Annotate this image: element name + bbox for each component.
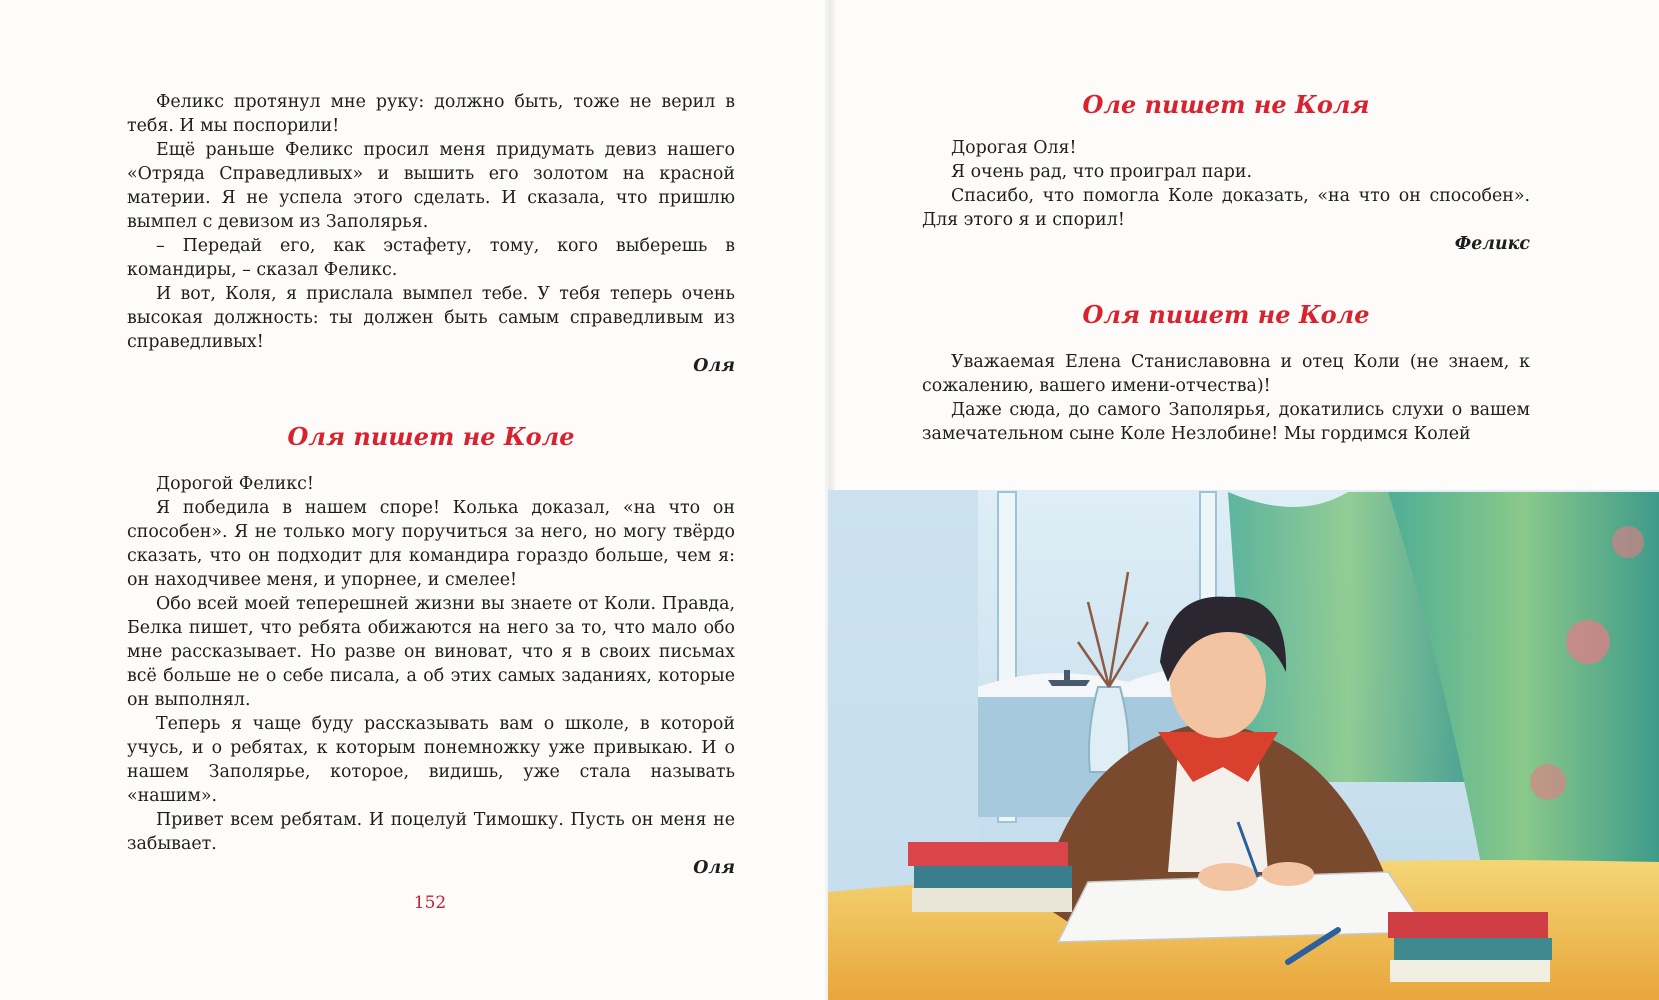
letter-heading: Оля пишет не Коле — [1082, 300, 1370, 329]
paragraph: Уважаемая Елена Станиславовна и отец Коли (не знаем, к сожалению, вашего имени-отчества)! — [922, 352, 1530, 396]
letter-greeting: Дорогой Феликс! — [156, 474, 314, 494]
letter-greeting: Дорогая Оля! — [951, 138, 1077, 158]
paragraph: Феликс протянул мне руку: должно быть, тоже не верил в тебя. И мы поспорили! — [127, 92, 735, 136]
paragraph: Я победила в нашем споре! Колька доказал, «на что он способен». Я не только могу поручиться за него, но могу твёрдо сказать, что он подходит для командира гораздо больше, чем я: он находчивее меня, и упорнее, и смелее! — [127, 498, 735, 590]
page-number: 152 — [413, 893, 447, 913]
paragraph: – Передай его, как эстафету, тому, кого выберешь в командиры, – сказал Феликс. — [127, 236, 735, 280]
paragraph: И вот, Коля, я прислала вымпел тебе. У тебя теперь очень высокая должность: ты должен быть самым справедливым из справедливых! — [127, 284, 735, 352]
paragraph: Даже сюда, до самого Заполярья, докатились слухи о вашем замечательном сыне Коле Незлобине! Мы гордимся Колей — [922, 400, 1530, 444]
book — [1388, 912, 1548, 938]
book — [912, 888, 1072, 912]
letter-heading: Оля пишет не Коле — [287, 422, 575, 451]
letter-heading: Оле пишет не Коля — [1082, 90, 1370, 119]
illustration-girl-writing — [828, 482, 1659, 1000]
paragraph: Привет всем ребятам. И поцелуй Тимошку. Пусть он меня не забывает. — [127, 810, 735, 854]
paragraph: Спасибо, что помогла Коле доказать, «на что он способен». Для этого я и спорил! — [922, 186, 1530, 230]
left-page-text — [127, 90, 735, 880]
book — [1394, 938, 1552, 960]
book — [1390, 960, 1550, 982]
paragraph: Обо всей моей теперешней жизни вы знаете от Коли. Правда, Белка пишет, что ребята обижаются на него за то, что мало обо мне рассказывает. Но разве он виноват, что я в своих письмах всё больше не о себе писала, а об этих самых заданиях, которые он выполнял. — [127, 594, 735, 710]
paragraph: Я очень рад, что проиграл пари. — [951, 162, 1252, 182]
paragraph: Ещё раньше Феликс просил меня придумать девиз нашего «Отряда Справедливых» и вышить его золотом на красной материи. Я не успела этого сделать. И сказала, что пришлю вымпел с девизом из Заполярья. — [127, 140, 735, 232]
signature: Оля — [693, 356, 735, 376]
signature: Феликс — [1454, 234, 1530, 254]
book — [908, 842, 1068, 866]
book — [914, 866, 1072, 888]
paragraph: Теперь я чаще буду рассказывать вам о школе, в которой учусь, и о ребятах, к которым понемножку уже привыкаю. И о нашем Заполярье, которое, видишь, уже стала называть «нашим». — [127, 714, 735, 806]
signature: Оля — [693, 858, 735, 878]
right-page-text — [922, 90, 1530, 446]
